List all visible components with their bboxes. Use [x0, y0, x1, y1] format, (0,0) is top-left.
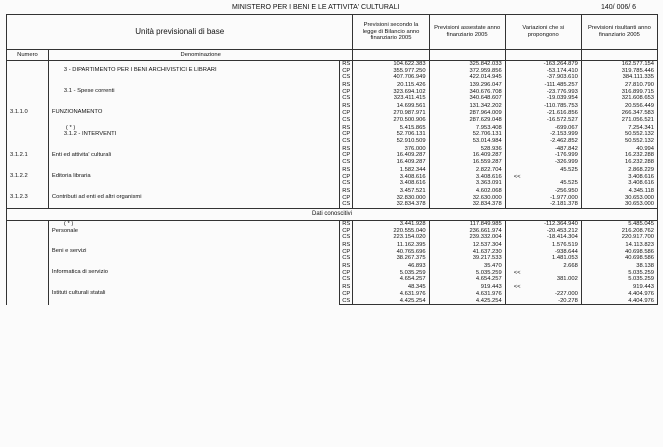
- value-cell: -699.067: [505, 125, 581, 132]
- value-cell: 39.217.533: [429, 255, 505, 263]
- row-denominazione: [48, 263, 339, 284]
- value-cell: 919.443: [429, 284, 505, 291]
- table-row: [7, 220, 658, 227]
- denominazione-text: 3 - DIPARTIMENTO PER I BENI ARCHIVISTICI E LIBRARI: [63, 67, 217, 73]
- value-cell: 340.676.708: [429, 89, 505, 96]
- row-code: RS: [340, 284, 353, 291]
- value-cell: 32.834.378: [429, 201, 505, 208]
- value-cell: 16.232.288: [581, 152, 657, 159]
- value-cell: 40.994: [581, 146, 657, 153]
- value-cell: 3.441.928: [353, 220, 429, 227]
- value-cell: -16.572.527: [505, 117, 581, 125]
- value-cell: 220.917.700: [581, 234, 657, 242]
- value-cell: 239.332.004: [429, 234, 505, 242]
- value-cell: 381.002: [505, 276, 581, 284]
- value-cell: 16.232.288: [581, 159, 657, 167]
- row-code: CS: [340, 117, 353, 125]
- row-denominazione: [48, 103, 339, 124]
- value-cell: 4.404.976: [581, 291, 657, 298]
- denominazione-sub-text: Personale: [51, 227, 79, 234]
- row-code: CS: [340, 298, 353, 305]
- row-code: CS: [340, 95, 353, 103]
- value-cell: 3.408.616: [353, 180, 429, 188]
- row-numero: [7, 146, 49, 167]
- row-denominazione: [48, 125, 339, 146]
- row-code: CP: [340, 270, 353, 277]
- row-code: CP: [340, 228, 353, 235]
- col-prev-assestate: Previsioni assestate anno finanziario 2005: [429, 15, 505, 50]
- value-cell: 41.637.230: [429, 249, 505, 256]
- col-denominazione: Denominazione: [48, 50, 353, 61]
- value-cell: 407.706.949: [353, 74, 429, 82]
- value-cell: 4.602.068: [429, 188, 505, 195]
- denominazione-text: ( * ): [65, 124, 76, 131]
- value-cell: 50.552.132: [581, 131, 657, 138]
- value-cell: 4.404.976: [581, 298, 657, 305]
- dati-rows: [7, 220, 658, 304]
- row-code: RS: [340, 61, 353, 68]
- denominazione-sub-text: 3.1.2 - INTERVENTI: [63, 131, 117, 138]
- value-cell: 2.668: [505, 263, 581, 270]
- value-cell: 4.425.254: [429, 298, 505, 305]
- value-cell: -19.039.954: [505, 95, 581, 103]
- row-denominazione: [48, 61, 339, 83]
- value-cell: -2.462.852: [505, 138, 581, 146]
- value-cell: 20.556.449: [581, 103, 657, 110]
- value-cell: 4.654.257: [353, 276, 429, 284]
- value-cell: 919.443: [581, 284, 657, 291]
- value-cell: 7.254.341: [581, 125, 657, 132]
- value-cell: 5.035.259: [429, 270, 505, 277]
- value-cell: 16.409.287: [429, 152, 505, 159]
- value-cell: -1.977.000: [505, 195, 581, 202]
- value-cell: 14.113.823: [581, 242, 657, 249]
- table-row: [7, 242, 658, 249]
- denominazione-text: Istituti culturali statali: [51, 290, 106, 297]
- value-cell: 3.408.616: [581, 174, 657, 181]
- value-cell: 216.208.762: [581, 228, 657, 235]
- value-cell: 27.810.790: [581, 82, 657, 89]
- value-cell: -112.364.940: [505, 220, 581, 227]
- row-numero: [7, 61, 49, 83]
- numero-text: 3.1.2.2: [10, 172, 28, 179]
- value-cell: 3.408.616: [581, 180, 657, 188]
- value-cell: 12.537.304: [429, 242, 505, 249]
- denominazione-text: ( * ): [63, 220, 74, 227]
- value-cell: 1.481.053: [505, 255, 581, 263]
- value-cell: -326.999: [505, 159, 581, 167]
- row-code: CS: [340, 201, 353, 208]
- value-cell: 319.785.446: [581, 68, 657, 75]
- row-denominazione: [48, 220, 339, 242]
- value-cell: 7.953.408: [429, 125, 505, 132]
- col-prev-legge: Previsioni secondo la legge di Bilancio anno finanziario 2005: [353, 15, 429, 50]
- value-cell: 52.910.509: [353, 138, 429, 146]
- value-cell: 384.111.335: [581, 74, 657, 82]
- value-cell: 40.698.586: [581, 255, 657, 263]
- value-cell: 3.408.616: [353, 174, 429, 181]
- value-cell: 20.115.426: [353, 82, 429, 89]
- value-cell: 355.977.250: [353, 68, 429, 75]
- value-cell: 14.699.561: [353, 103, 429, 110]
- row-numero: [7, 263, 49, 284]
- table-row: [7, 188, 658, 195]
- value-cell: -20.453.212: [505, 228, 581, 235]
- row-code: CP: [340, 68, 353, 75]
- value-cell: -176.999: [505, 152, 581, 159]
- value-cell: -227.000: [505, 291, 581, 298]
- value-cell: 48.345: [353, 284, 429, 291]
- value-cell: 16.409.287: [353, 152, 429, 159]
- value-cell: <<: [505, 284, 581, 291]
- row-code: CS: [340, 276, 353, 284]
- value-cell: 45.525: [505, 180, 581, 188]
- value-cell: 4.654.257: [429, 276, 505, 284]
- row-code: CS: [340, 138, 353, 146]
- value-cell: 340.648.607: [429, 95, 505, 103]
- value-cell: 271.056.521: [581, 117, 657, 125]
- value-cell: 236.661.974: [429, 228, 505, 235]
- unit-title: Unità previsionali di base: [7, 15, 353, 50]
- value-cell: -2.153.999: [505, 131, 581, 138]
- value-cell: -163.264.879: [505, 61, 581, 68]
- row-code: CS: [340, 74, 353, 82]
- row-numero: [7, 242, 49, 263]
- row-code: CP: [340, 249, 353, 256]
- value-cell: 5.485.045: [581, 220, 657, 227]
- value-cell: 287.629.048: [429, 117, 505, 125]
- row-numero: [7, 188, 49, 208]
- value-cell: 5.035.259: [353, 270, 429, 277]
- value-cell: 270.987.971: [353, 110, 429, 117]
- value-cell: 2.868.229: [581, 167, 657, 174]
- denominazione-text: Editoria libraria: [51, 172, 91, 179]
- row-code: CS: [340, 159, 353, 167]
- row-code: RS: [340, 146, 353, 153]
- value-cell: <<: [505, 174, 581, 181]
- row-code: RS: [340, 263, 353, 270]
- row-denominazione: [48, 146, 339, 167]
- value-cell: 321.608.653: [581, 95, 657, 103]
- value-cell: 52.706.131: [429, 131, 505, 138]
- value-cell: 4.631.976: [353, 291, 429, 298]
- value-cell: 270.500.906: [353, 117, 429, 125]
- section-dati-conoscitivi: Dati conoscitivi: [7, 208, 658, 220]
- value-cell: -21.616.856: [505, 110, 581, 117]
- row-denominazione: [48, 284, 339, 304]
- row-code: RS: [340, 167, 353, 174]
- table-row: [7, 146, 658, 153]
- denominazione-text: Beni e servizi: [51, 248, 87, 255]
- value-cell: 316.899.715: [581, 89, 657, 96]
- value-cell: 3.408.616: [429, 174, 505, 181]
- value-cell: 50.552.132: [581, 138, 657, 146]
- ministry-header: MINISTERO PER I BENI E LE ATTIVITA' CULTURALI: [232, 4, 400, 11]
- value-cell: 46.893: [353, 263, 429, 270]
- table-row: [7, 284, 658, 291]
- value-cell: 16.409.287: [353, 159, 429, 167]
- budget-rows: [7, 61, 658, 209]
- row-code: CS: [340, 234, 353, 242]
- value-cell: 30.653.000: [581, 195, 657, 202]
- value-cell: <<: [505, 270, 581, 277]
- value-cell: -487.842: [505, 146, 581, 153]
- value-cell: 1.582.344: [353, 167, 429, 174]
- row-code: CP: [340, 152, 353, 159]
- value-cell: 266.347.583: [581, 110, 657, 117]
- value-cell: 5.035.259: [581, 276, 657, 284]
- row-code: RS: [340, 125, 353, 132]
- value-cell: 40.698.586: [581, 249, 657, 256]
- row-code: CS: [340, 180, 353, 188]
- col-variazioni: Variazioni che si propongono: [505, 15, 581, 50]
- row-code: RS: [340, 242, 353, 249]
- value-cell: 3.363.091: [429, 180, 505, 188]
- denominazione-text: FUNZIONAMENTO: [51, 109, 103, 116]
- table-row: [7, 167, 658, 174]
- row-code: CS: [340, 255, 353, 263]
- row-numero: [7, 220, 49, 242]
- value-cell: 52.706.131: [353, 131, 429, 138]
- value-cell: -18.414.304: [505, 234, 581, 242]
- value-cell: -23.776.993: [505, 89, 581, 96]
- value-cell: 32.630.000: [429, 195, 505, 202]
- value-cell: 1.576.519: [505, 242, 581, 249]
- value-cell: 30.653.000: [581, 201, 657, 208]
- value-cell: 53.014.984: [429, 138, 505, 146]
- row-code: CP: [340, 89, 353, 96]
- value-cell: 376.000: [353, 146, 429, 153]
- value-cell: 139.296.047: [429, 82, 505, 89]
- value-cell: 372.959.856: [429, 68, 505, 75]
- value-cell: -256.950: [505, 188, 581, 195]
- table-row: [7, 61, 658, 68]
- row-numero: [7, 103, 49, 124]
- value-cell: 131.342.202: [429, 103, 505, 110]
- page-reference: 140/ 006/ 6: [601, 4, 637, 11]
- row-denominazione: [48, 167, 339, 188]
- table-row: [7, 263, 658, 270]
- row-code: CP: [340, 174, 353, 181]
- row-numero: [7, 167, 49, 188]
- value-cell: 35.470: [429, 263, 505, 270]
- value-cell: -938.644: [505, 249, 581, 256]
- row-numero: [7, 284, 49, 304]
- budget-table: [6, 14, 658, 305]
- row-code: CP: [340, 195, 353, 202]
- row-numero: [7, 82, 49, 103]
- value-cell: 287.964.009: [429, 110, 505, 117]
- value-cell: 3.457.521: [353, 188, 429, 195]
- row-code: CP: [340, 291, 353, 298]
- value-cell: 38.267.375: [353, 255, 429, 263]
- value-cell: 5.035.259: [581, 270, 657, 277]
- value-cell: 323.411.415: [353, 95, 429, 103]
- row-code: CP: [340, 131, 353, 138]
- value-cell: 11.162.395: [353, 242, 429, 249]
- table-row: [7, 103, 658, 110]
- value-cell: 223.154.020: [353, 234, 429, 242]
- value-cell: 4.631.976: [429, 291, 505, 298]
- numero-text: 3.1.1.0: [10, 109, 28, 116]
- col-numero: Numero: [7, 50, 49, 61]
- value-cell: 45.525: [505, 167, 581, 174]
- value-cell: 2.822.704: [429, 167, 505, 174]
- numero-text: 3.1.2.1: [10, 151, 28, 158]
- row-denominazione: [48, 242, 339, 263]
- value-cell: 220.555.040: [353, 228, 429, 235]
- row-code: RS: [340, 220, 353, 227]
- value-cell: -20.278: [505, 298, 581, 305]
- value-cell: 325.842.033: [429, 61, 505, 68]
- row-denominazione: [48, 82, 339, 103]
- value-cell: 104.622.383: [353, 61, 429, 68]
- value-cell: 117.849.985: [429, 220, 505, 227]
- numero-text: 3.1.2.3: [10, 194, 28, 201]
- denominazione-text: Informatica di servizio: [51, 269, 108, 276]
- col-prev-risultanti: Previsioni risultanti anno finanziario 2005: [581, 15, 657, 50]
- value-cell: -110.785.753: [505, 103, 581, 110]
- value-cell: -37.903.610: [505, 74, 581, 82]
- row-numero: [7, 125, 49, 146]
- row-code: RS: [340, 188, 353, 195]
- value-cell: 422.014.945: [429, 74, 505, 82]
- value-cell: 5.415.865: [353, 125, 429, 132]
- row-code: RS: [340, 103, 353, 110]
- value-cell: 16.559.287: [429, 159, 505, 167]
- row-denominazione: [48, 188, 339, 208]
- value-cell: 528.936: [429, 146, 505, 153]
- value-cell: 4.345.118: [581, 188, 657, 195]
- table-row: [7, 82, 658, 89]
- value-cell: -53.174.410: [505, 68, 581, 75]
- value-cell: 32.834.378: [353, 201, 429, 208]
- value-cell: 162.577.154: [581, 61, 657, 68]
- value-cell: 40.765.696: [353, 249, 429, 256]
- denominazione-text: 3.1 - Spese correnti: [63, 88, 115, 95]
- value-cell: 32.830.000: [353, 195, 429, 202]
- value-cell: 323.694.102: [353, 89, 429, 96]
- row-code: RS: [340, 82, 353, 89]
- table-row: [7, 125, 658, 132]
- row-code: CP: [340, 110, 353, 117]
- denominazione-text: Enti ed attivita' culturali: [51, 151, 112, 158]
- value-cell: -111.485.257: [505, 82, 581, 89]
- value-cell: 4.425.254: [353, 298, 429, 305]
- value-cell: -2.181.378: [505, 201, 581, 208]
- value-cell: 38.138: [581, 263, 657, 270]
- denominazione-text: Contributi ad enti ed altri organismi: [51, 194, 142, 201]
